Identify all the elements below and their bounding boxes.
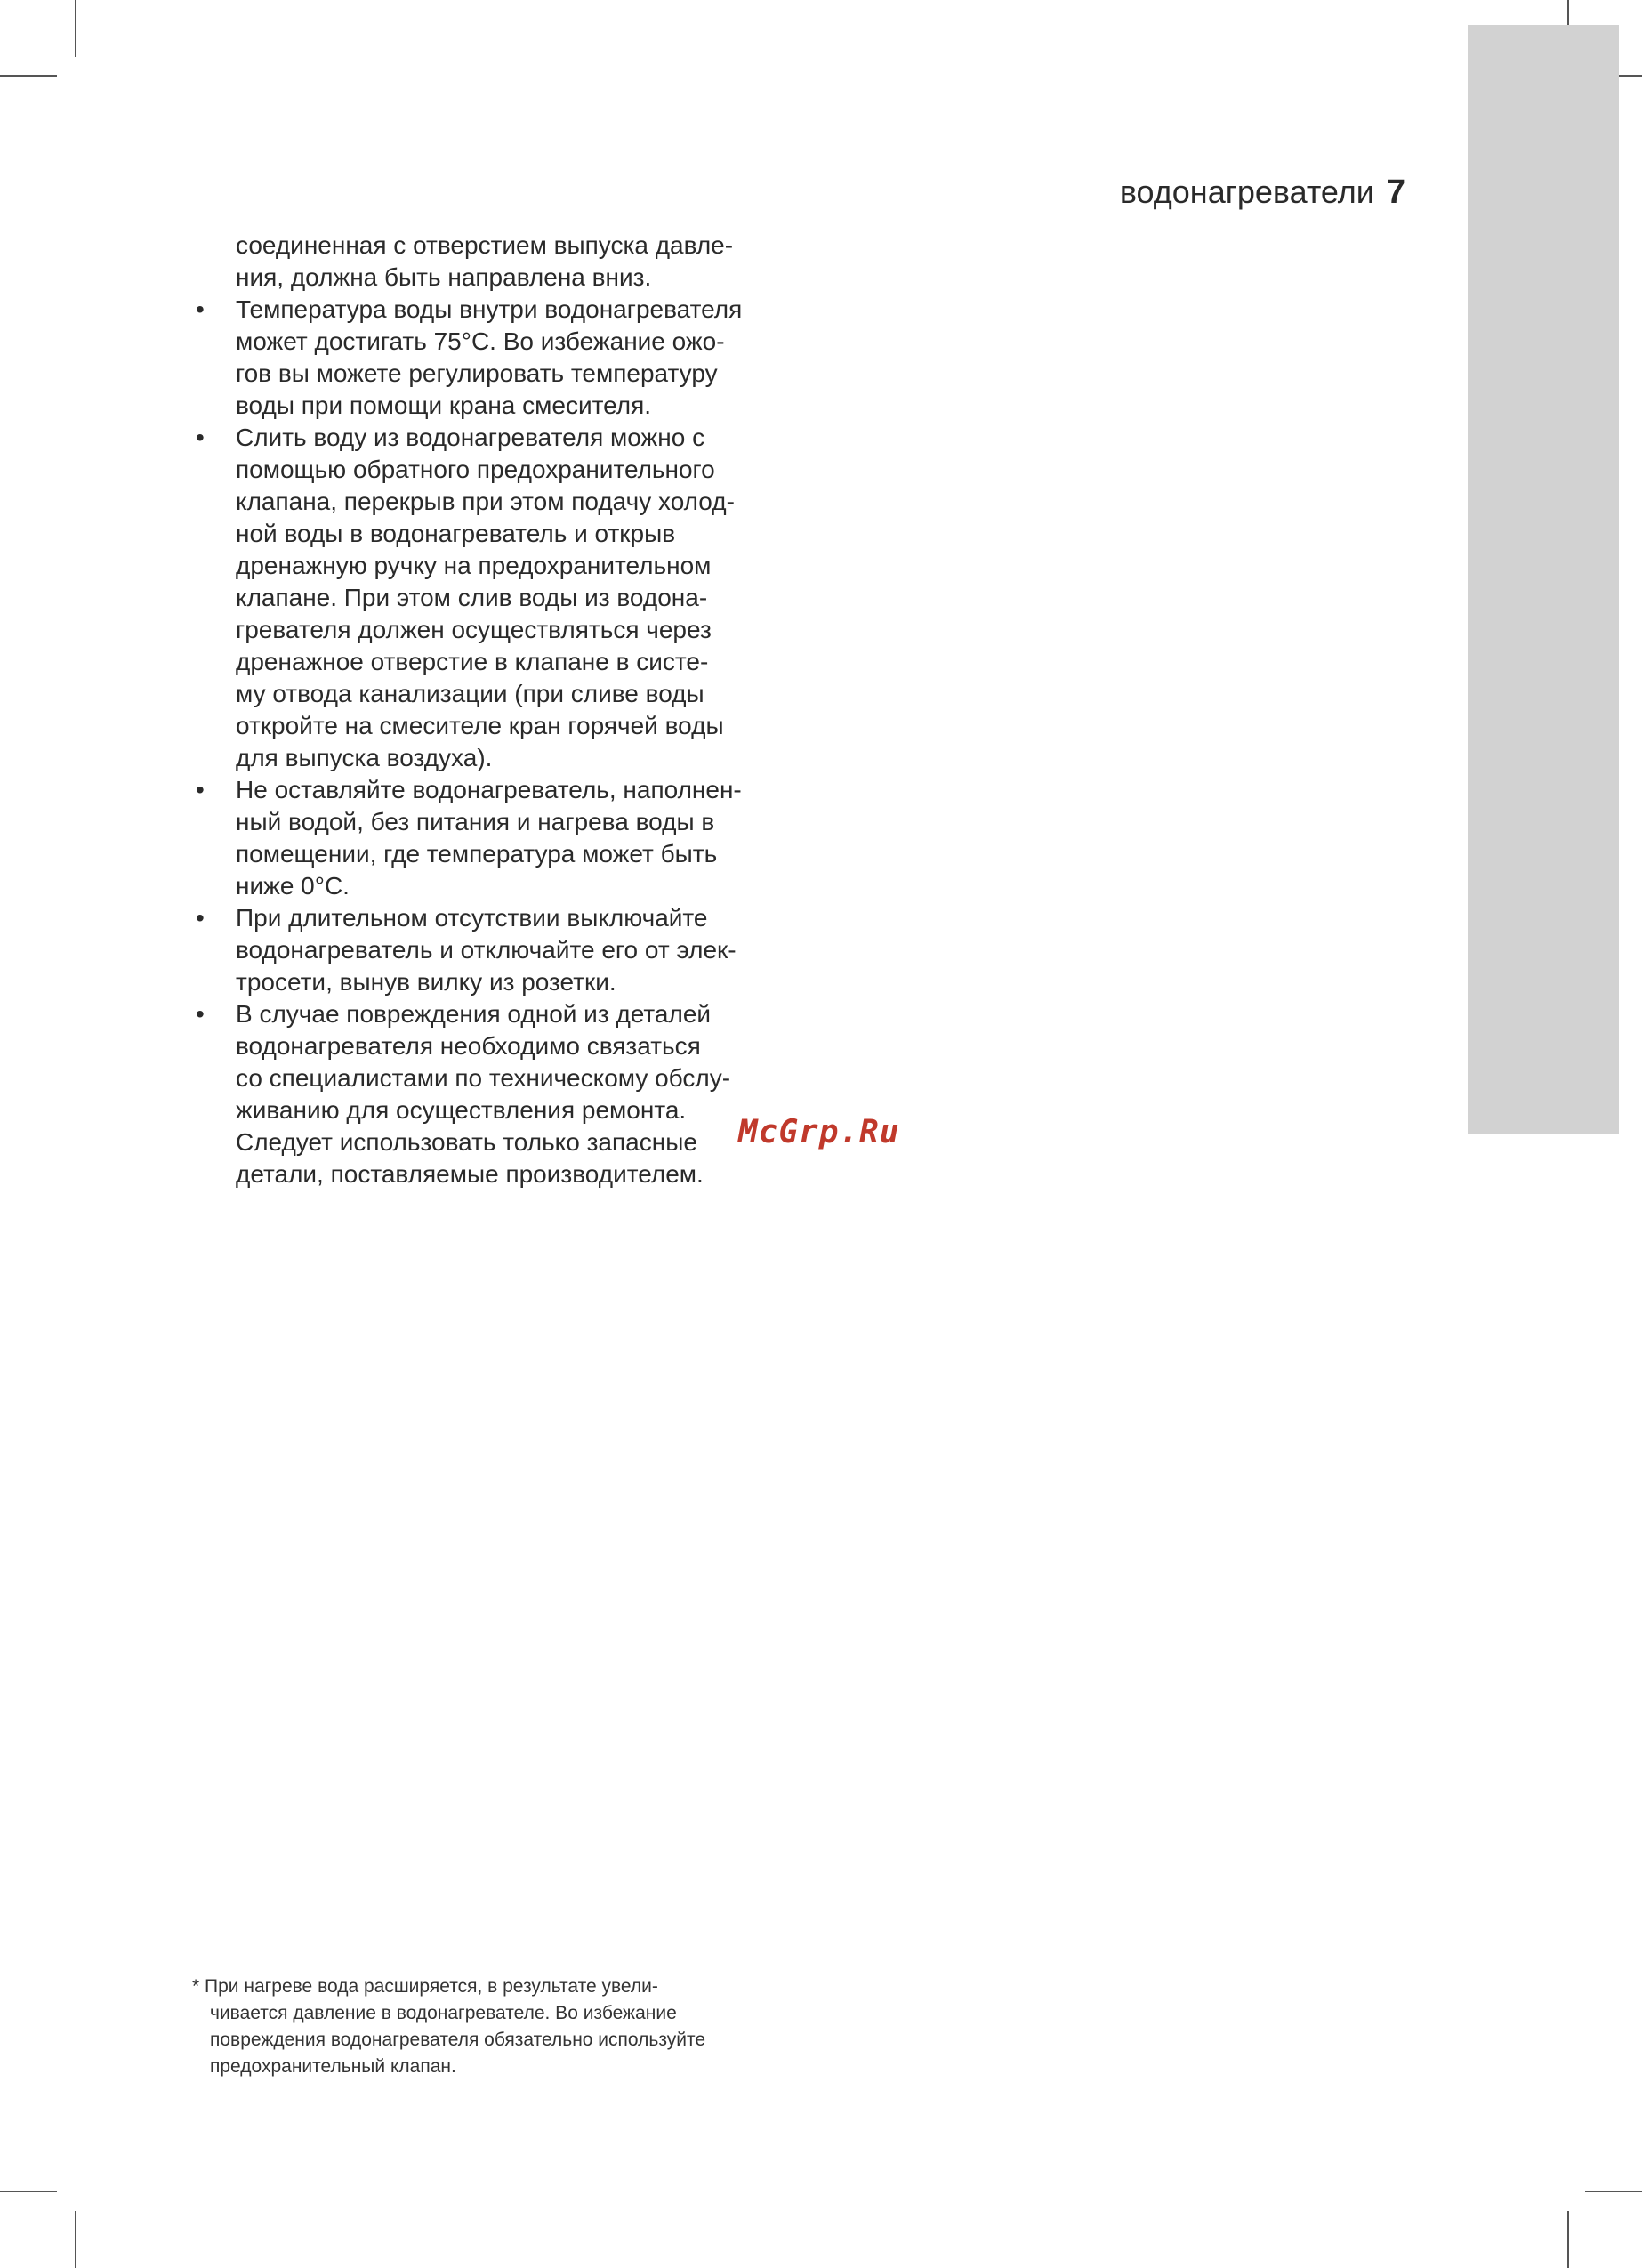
bullet-line: ный водой, без питания и нагрева воды в (236, 808, 715, 835)
bullet-icon: • (196, 1000, 205, 1028)
footnote-line: повреждения водонагревателя обязательно используйте (210, 2030, 706, 2050)
bullet-line: водонагревателя необходимо связаться (236, 1032, 701, 1060)
running-header (1120, 169, 1405, 215)
footnote-line: предохранительный клапан. (210, 2056, 456, 2077)
bullet-line: При длительном отсутствии выключайте (236, 904, 708, 932)
crop-mark-top-left-horizontal (0, 75, 57, 77)
bullet-line: Температура воды внутри водонагревателя (236, 295, 743, 323)
bullet-item-repair (192, 998, 797, 1190)
bullet-line: помощью обратного предохранительного (236, 456, 715, 483)
bullet-line: Не оставляйте водонагреватель, наполнен- (236, 776, 742, 803)
watermark: McGrp.Ru (738, 1114, 900, 1150)
bullet-line: клапане. При этом слив воды из водона- (236, 584, 708, 611)
bullet-line: может достигать 75°C. Во избежание ожо- (236, 327, 725, 355)
crop-mark-top-left-vertical (75, 0, 76, 57)
bullet-line: откройте на смесителе кран горячей воды (236, 712, 724, 739)
bullet-line: клапана, перекрыв при этом подачу холод- (236, 488, 735, 515)
bullet-line: ной воды в водонагреватель и открыв (236, 520, 676, 547)
bullet-line: для выпуска воздуха). (236, 744, 493, 771)
footnote-line: чивается давление в водонагревателе. Во избежание (210, 2003, 677, 2023)
bullet-icon: • (196, 904, 205, 932)
bullet-icon: • (196, 424, 205, 451)
crop-mark-bottom-left-horizontal (0, 2191, 57, 2192)
crop-mark-bottom-left-vertical (75, 2211, 76, 2268)
bullet-line: В случае повреждения одной из деталей (236, 1000, 712, 1028)
bullet-line: гов вы можете регулировать температуру (236, 359, 718, 387)
intro-line: соединенная с отверстием выпуска давле- (236, 231, 734, 259)
bullet-line: дренажную ручку на предохранительном (236, 552, 712, 579)
footnote-line: * При нагреве вода расширяется, в результате увели- (192, 1976, 658, 1997)
bullet-item-freezing (192, 774, 797, 902)
bullet-line: детали, поставляемые производителем. (236, 1160, 704, 1188)
side-tab (1468, 25, 1619, 1134)
bullet-line: Слить воду из водонагревателя можно с (236, 424, 705, 451)
bullet-line: тросети, вынув вилку из розетки. (236, 968, 616, 996)
bullet-icon: • (196, 776, 205, 803)
crop-mark-bottom-right-vertical (1567, 2211, 1569, 2268)
bullet-line: воды при помощи крана смесителя. (236, 391, 652, 419)
intro-line: ния, должна быть направлена вниз. (236, 263, 652, 291)
bullet-line: гревателя должен осуществляться через (236, 616, 712, 643)
bullet-line: дренажное отверстие в клапане в систе- (236, 648, 709, 675)
bullet-line: водонагреватель и отключайте его от элек- (236, 936, 736, 964)
bullet-item-temperature (192, 294, 797, 422)
bullet-line: со специалистами по техническому обслу- (236, 1064, 731, 1092)
page-number: 7 (1386, 174, 1405, 211)
bullet-item-long-absence (192, 902, 797, 998)
bullet-line: Следует использовать только запасные (236, 1128, 697, 1156)
header-title: водонагреватели (1119, 174, 1374, 210)
main-text-column (192, 230, 797, 1190)
bullet-line: живанию для осуществления ремонта. (236, 1096, 687, 1124)
bullet-icon: • (196, 295, 205, 323)
footnote (192, 1973, 815, 2080)
bullet-item-draining (192, 422, 797, 774)
bullet-line: му отвода канализации (при сливе воды (236, 680, 704, 707)
bullet-line: ниже 0°C. (236, 872, 350, 900)
bullet-line: помещении, где температура может быть (236, 840, 718, 868)
crop-mark-bottom-right-horizontal (1585, 2191, 1642, 2192)
